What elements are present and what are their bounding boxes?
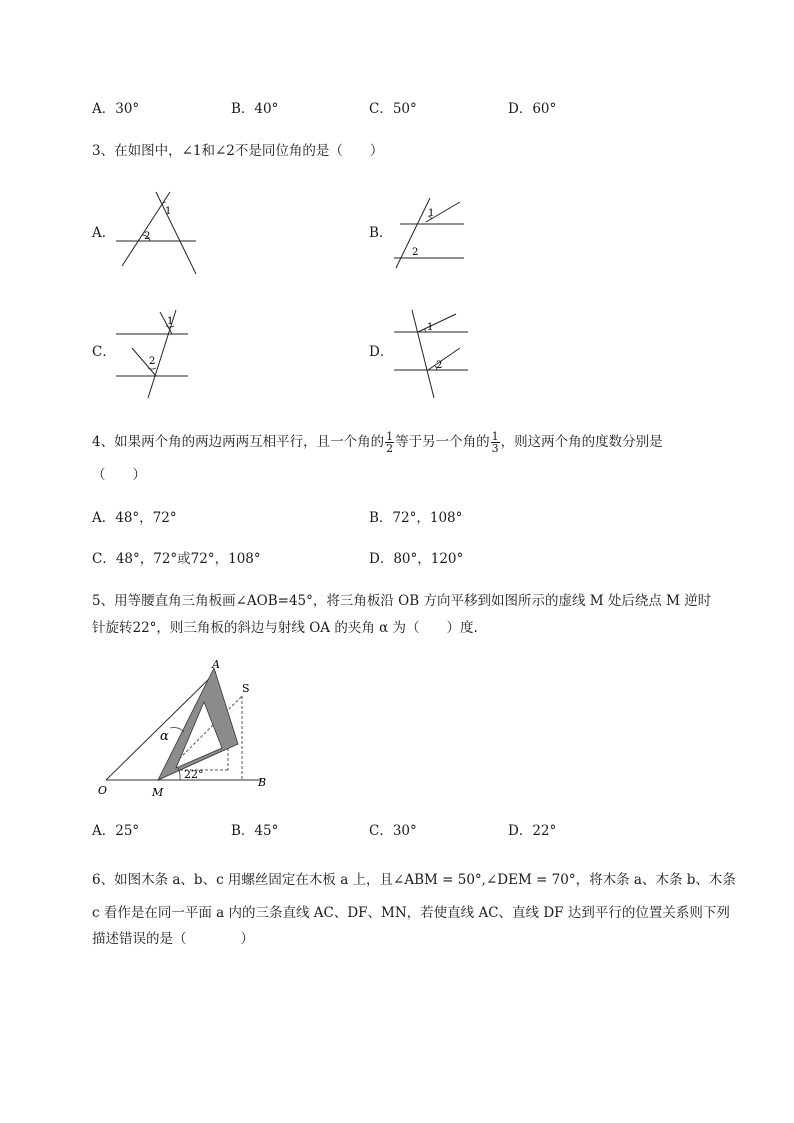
q5-label-B: B xyxy=(258,776,267,789)
q4-option-a: A．48°，72° xyxy=(92,510,177,526)
q3-label-d: D． xyxy=(369,344,394,360)
q3-label-b: B． xyxy=(369,225,393,241)
q3b-angle-1: 1 xyxy=(428,208,435,219)
q5-option-a: A．25° xyxy=(92,823,140,839)
q3b-angle-2: 2 xyxy=(412,247,419,258)
q5-label-alpha: α xyxy=(160,729,169,744)
q5-label-S: S xyxy=(242,682,250,695)
q4-stem xyxy=(92,430,663,454)
q5-option-b: B．45° xyxy=(231,823,279,839)
q4-stem-part2: 等于另一个角的 xyxy=(395,434,490,450)
q4-stem-part3: ，则这两个角的度数分别是 xyxy=(500,434,663,450)
q5-label-O: O xyxy=(98,784,108,797)
q5-label-angle: 22° xyxy=(184,768,204,781)
q4-option-b: B．72°，108° xyxy=(369,510,463,526)
q4-stem-line2: （ ） xyxy=(92,467,146,483)
q2-option-a: A．30° xyxy=(92,101,140,117)
q4-option-c: C．48°，72°或72°，108° xyxy=(92,551,261,567)
q4-option-d: D．80°，120° xyxy=(369,551,464,567)
q3a-angle-2: 2 xyxy=(144,231,151,242)
q3d-angle-2: 2 xyxy=(436,360,443,371)
q5-label-M: M xyxy=(152,786,164,798)
q3-figure-b xyxy=(390,194,470,270)
q2-option-c: C．50° xyxy=(369,101,417,117)
q3-stem: 3、在如图中，∠1和∠2不是同位角的是（ ） xyxy=(92,143,384,159)
q3-figure-d xyxy=(390,308,474,400)
q2-option-b: B．40° xyxy=(231,101,279,117)
q5-stem-line1: 5、用等腰直角三角板画∠AOB=45°，将三角板沿 OB 方向平移到如图所示的虚线 M 处后绕点 M 逆时 xyxy=(92,593,712,609)
q3-figure-c xyxy=(112,308,196,400)
q3-label-a: A． xyxy=(92,225,116,241)
q3-figure-a xyxy=(112,188,202,278)
q4-fraction-half: $\frac{1}{2}$ xyxy=(386,430,394,455)
q5-option-c: C．30° xyxy=(369,823,417,839)
q6-stem-line2: c 看作是在同一平面 a 内的三条直线 AC、DF、MN，若使直线 AC、直线 DF 达到平行的位置关系则下列 xyxy=(92,905,730,921)
q6-stem-line3: 描述错误的是（ ） xyxy=(92,931,254,947)
q3-label-c: C． xyxy=(92,344,116,360)
q3c-angle-2: 2 xyxy=(149,356,156,367)
q4-fraction-third: $\frac{1}{3}$ xyxy=(491,430,499,455)
q3c-angle-1: 1 xyxy=(167,316,174,327)
q5-figure xyxy=(96,656,286,798)
q5-option-d: D．22° xyxy=(508,823,557,839)
q3d-angle-1: 1 xyxy=(427,322,434,333)
q5-stem-line2: 针旋转22°，则三角板的斜边与射线 OA 的夹角 α 为（ ）度. xyxy=(92,620,478,636)
q2-option-d: D．60° xyxy=(508,101,557,117)
q5-label-A: A xyxy=(212,658,220,671)
q3a-angle-1: 1 xyxy=(165,206,172,217)
q4-stem-part1: 4、如果两个角的两边两两互相平行，且一个角的 xyxy=(92,434,385,450)
q6-stem-line1: 6、如图木条 a、b、c 用螺丝固定在木板 a 上，且∠ABM = 50°,∠DEM = 70°，将木条 a、木条 b、木条 xyxy=(92,872,736,888)
